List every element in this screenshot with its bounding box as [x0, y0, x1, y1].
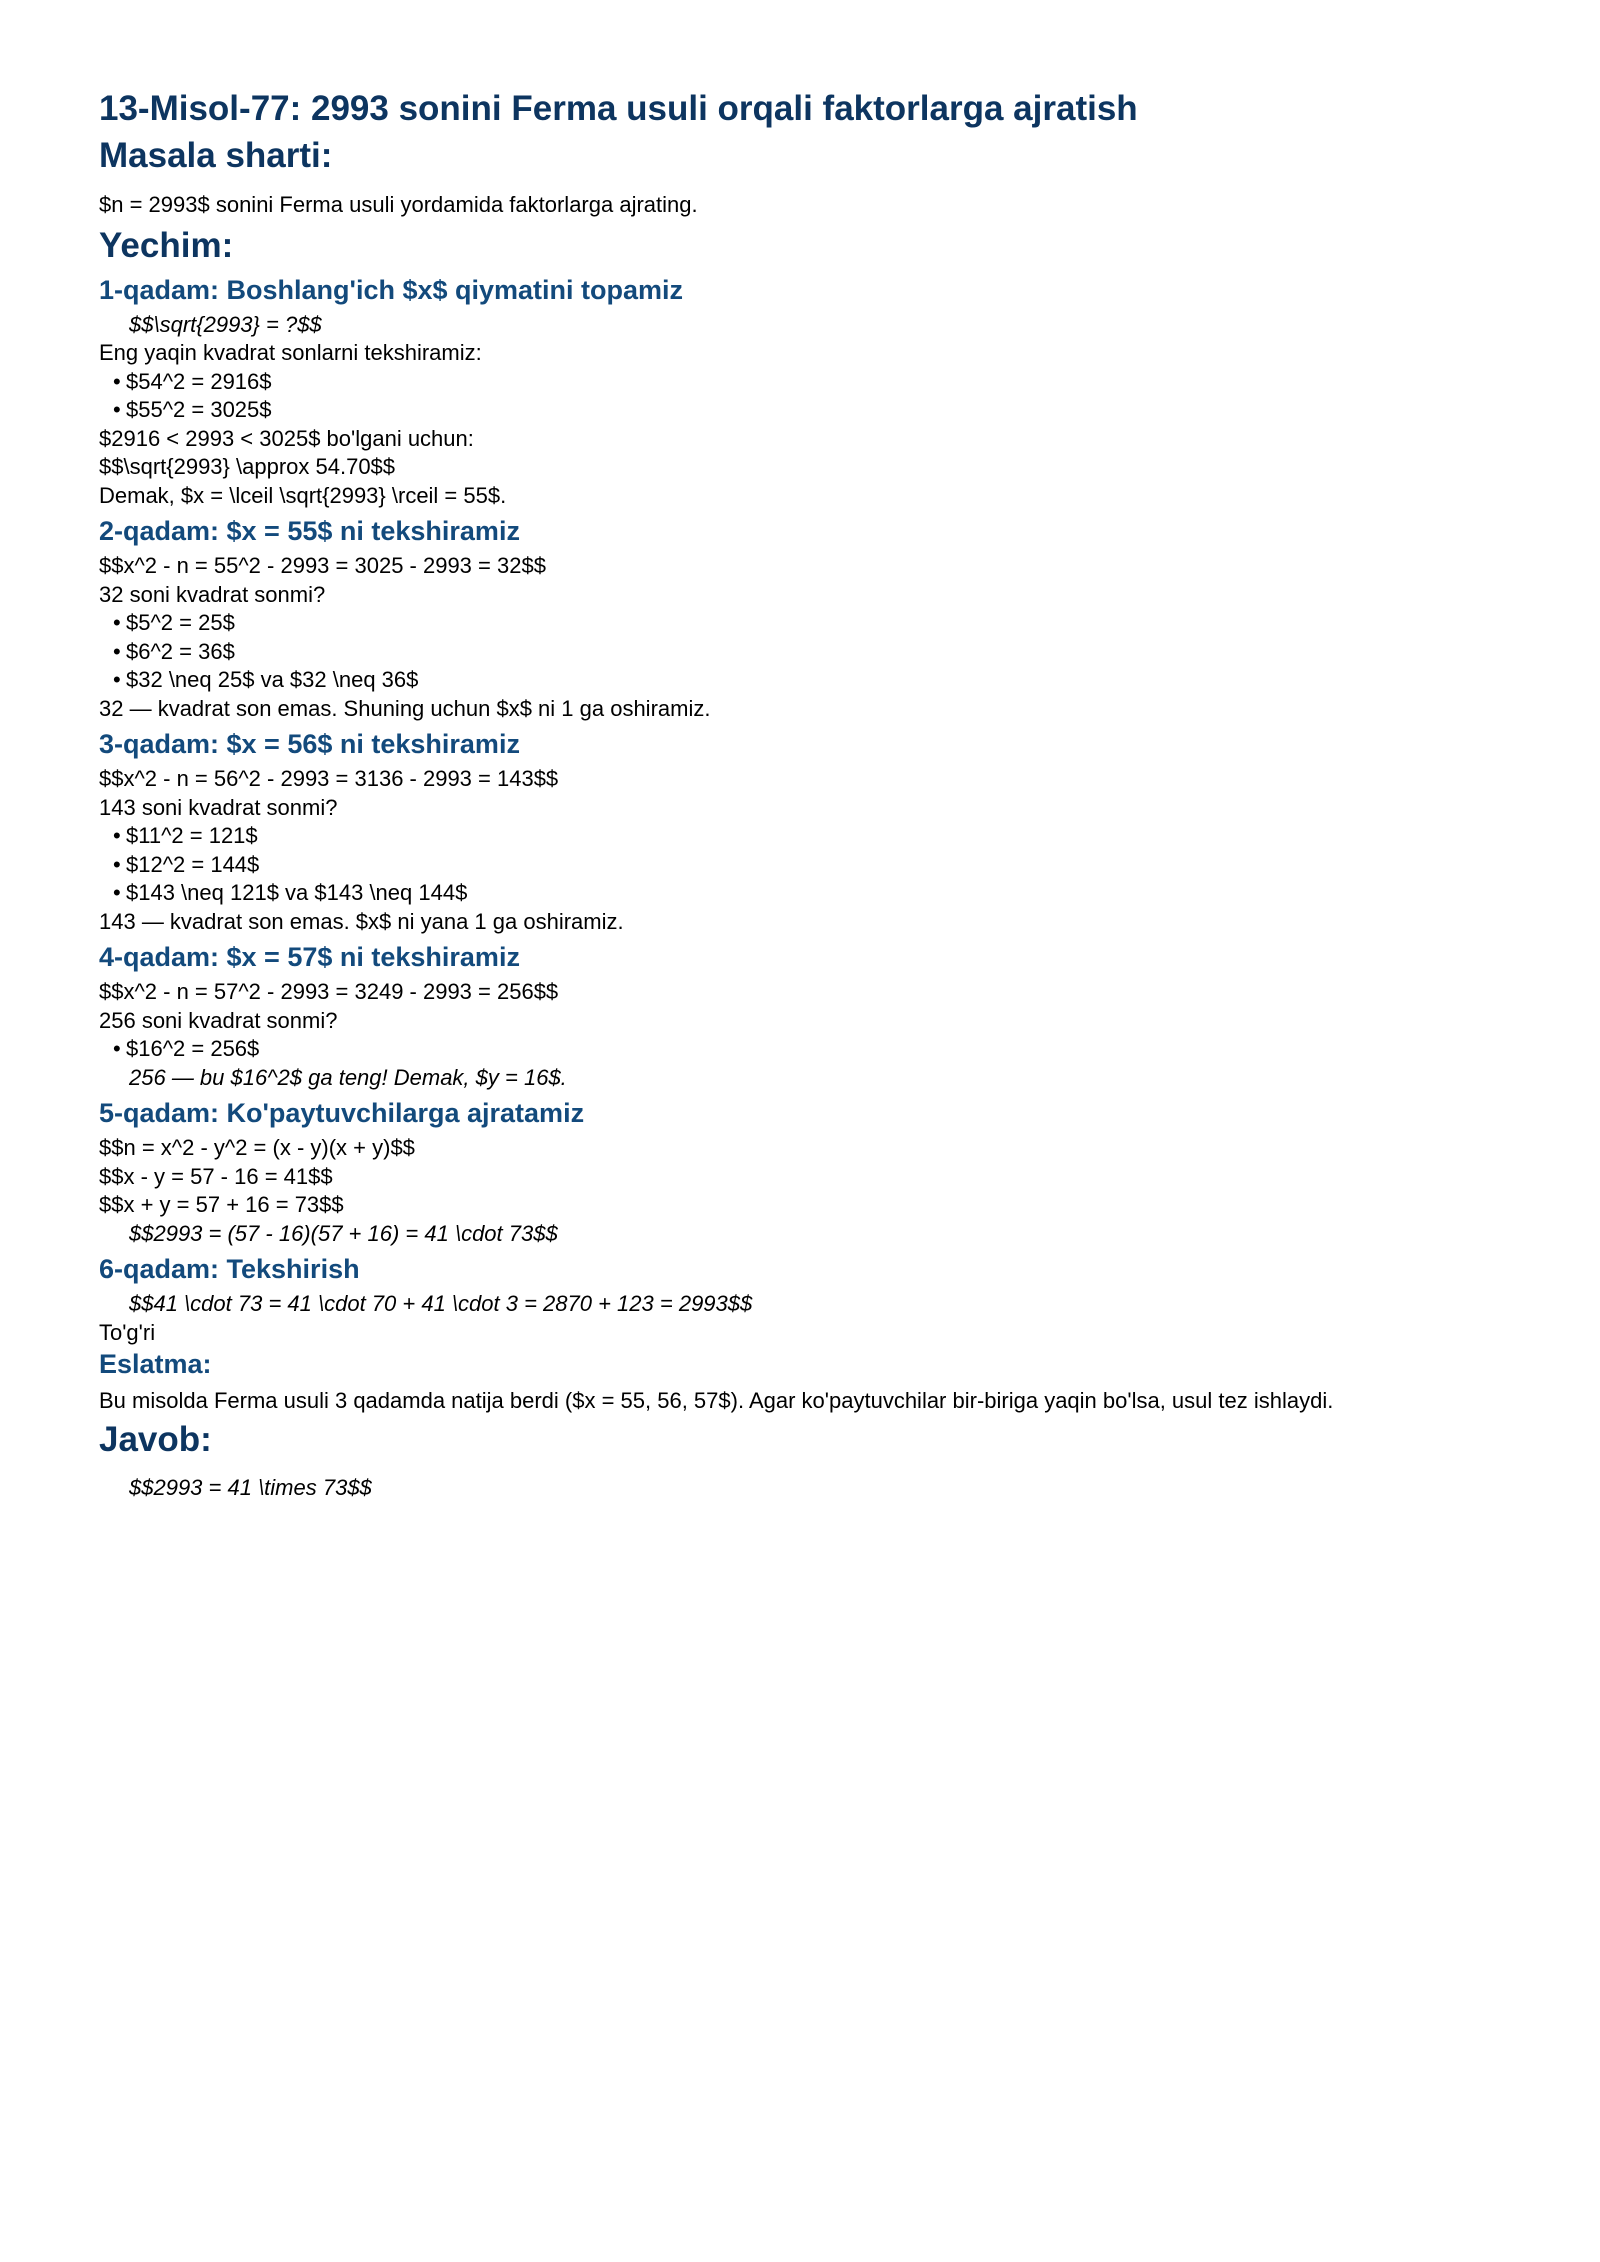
step3-text3: 143 — kvadrat son emas. $x$ ni yana 1 ga oshiramiz.: [99, 908, 624, 934]
step5-text2: $$x - y = 57 - 16 = 41$$: [99, 1163, 333, 1189]
document-title: 13-Misol-77: 2993 sonini Ferma usuli orqali faktorlarga ajratish: [99, 89, 1138, 128]
step4-text2: 256 soni kvadrat sonmi?: [99, 1007, 338, 1033]
step2-text1: $$x^2 - n = 55^2 - 2993 = 3025 - 2993 = 32$$: [99, 553, 546, 578]
step3-text2: 143 soni kvadrat sonmi?: [99, 794, 338, 820]
masala-heading: Masala sharti:: [99, 136, 333, 175]
eslatma-heading: Eslatma:: [99, 1349, 212, 1379]
step2-bullet-list: [99, 609, 1505, 695]
eslatma-text: Bu misolda Ferma usuli 3 qadamda natija berdi ($x = 55, 56, 57$). Agar ko'paytuvchilar bir-biriga yaqin bo'lsa, usul tez ishlaydi.: [99, 1388, 1334, 1413]
list-item: • $6^2 = 36$: [99, 638, 1505, 667]
yechim-heading: Yechim:: [99, 225, 234, 265]
step5-text3: $$x + y = 57 + 16 = 73$$: [99, 1192, 344, 1217]
list-item: • $143 \neq 121$ va $143 \neq 144$: [99, 879, 1505, 908]
step4-heading: 4-qadam: $x = 57$ ni tekshiramiz: [99, 942, 520, 972]
list-item: • $5^2 = 25$: [99, 609, 1505, 638]
list-item: • $32 \neq 25$ va $32 \neq 36$: [99, 666, 1505, 695]
list-item: • $16^2 = 256$: [99, 1035, 1505, 1064]
step6-text: To'g'ri: [99, 1319, 156, 1345]
javob-math: $$2993 = 41 \times 73$$: [129, 1475, 372, 1500]
step1-bullet-list: [99, 368, 1505, 425]
list-item: • $55^2 = 3025$: [99, 396, 1505, 425]
step6-heading: 6-qadam: Tekshirish: [99, 1254, 360, 1284]
step1-text2: $2916 < 2993 < 3025$ bo'lgani uchun:: [99, 425, 474, 451]
step3-text1: $$x^2 - n = 56^2 - 2993 = 3136 - 2993 = 143$$: [99, 766, 559, 791]
step2-text2: 32 soni kvadrat sonmi?: [99, 581, 326, 607]
step5-heading: 5-qadam: Ko'paytuvchilarga ajratamiz: [99, 1098, 585, 1128]
step4-bullet-list: [99, 1035, 1505, 1064]
step5-text1: $$n = x^2 - y^2 = (x - y)(x + y)$$: [99, 1135, 415, 1160]
step2-heading: 2-qadam: $x = 55$ ni tekshiramiz: [99, 516, 520, 546]
step5-math: $$2993 = (57 - 16)(57 + 16) = 41 \cdot 73$$: [129, 1220, 558, 1246]
javob-heading: Javob:: [99, 1420, 212, 1459]
step3-heading: 3-qadam: $x = 56$ ni tekshiramiz: [99, 729, 520, 759]
masala-text: $n = 2993$ sonini Ferma usuli yordamida faktorlarga ajrating.: [99, 192, 698, 217]
step3-bullet-list: [99, 822, 1505, 908]
step1-text3: $$\sqrt{2993} \approx 54.70$$: [99, 454, 396, 479]
step6-math: $$41 \cdot 73 = 41 \cdot 70 + 41 \cdot 3 = 2870 + 123 = 2993$$: [129, 1291, 753, 1316]
step1-text4: Demak, $x = \lceil \sqrt{2993} \rceil = 55$.: [99, 482, 507, 508]
step4-text1: $$x^2 - n = 57^2 - 2993 = 3249 - 2993 = 256$$: [99, 979, 559, 1004]
list-item: • $54^2 = 2916$: [99, 368, 1505, 397]
list-item: • $11^2 = 121$: [99, 822, 1505, 851]
step4-math: 256 — bu $16^2$ ga teng! Demak, $y = 16$.: [129, 1064, 567, 1090]
step1-text1: Eng yaqin kvadrat sonlarni tekshiramiz:: [99, 340, 482, 365]
list-item: • $12^2 = 144$: [99, 851, 1505, 880]
step2-text3: 32 — kvadrat son emas. Shuning uchun $x$ ni 1 ga oshiramiz.: [99, 695, 711, 721]
step1-heading: 1-qadam: Boshlang'ich $x$ qiymatini topamiz: [99, 274, 684, 305]
step1-math: $$\sqrt{2993} = ?$$: [129, 311, 322, 337]
